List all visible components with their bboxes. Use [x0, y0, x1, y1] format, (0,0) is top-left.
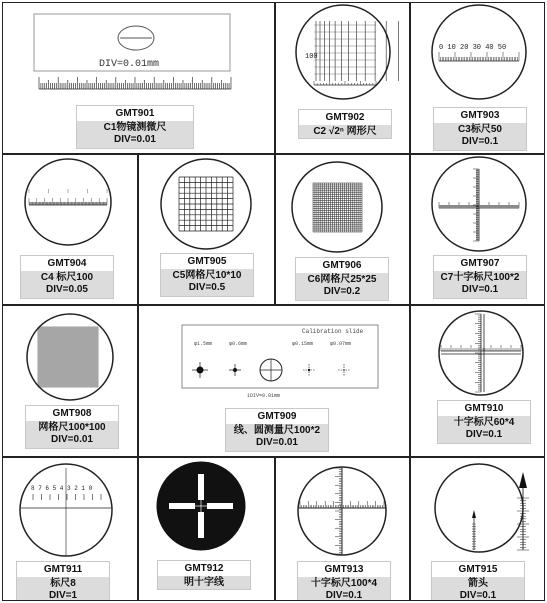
product-name: C3标尺50: [434, 123, 526, 137]
product-div: DIV=0.1: [298, 590, 390, 601]
micrometer-scale: [39, 77, 231, 89]
product-name: 网格尺100*100: [26, 421, 118, 435]
product-code: GMT910: [438, 401, 530, 416]
scale-100-figure: [3, 155, 137, 255]
grid-100-figure: [3, 306, 137, 406]
cross-arm-bottom: [198, 512, 204, 538]
grid-10-figure: [139, 155, 274, 255]
product-div: DIV=0.05: [21, 284, 113, 298]
bright-crosshair-figure: [139, 458, 274, 562]
product-code: GMT903: [434, 108, 526, 123]
label-gmt911: [16, 561, 110, 601]
product-card-gmt901: [2, 2, 275, 154]
product-card-gmt911: [2, 457, 138, 601]
product-card-gmt902: [275, 2, 410, 154]
product-code: GMT911: [17, 562, 109, 577]
product-card-gmt910: [410, 305, 545, 457]
arrow-head-large: [519, 472, 527, 488]
circle-label-2: φ0.6mm: [229, 341, 248, 347]
product-card-gmt912: [138, 457, 275, 601]
product-code: GMT909: [226, 409, 328, 424]
product-code: GMT908: [26, 406, 118, 421]
scale-numbers: 8 7 6 5 4 3 2 1 0: [31, 485, 93, 492]
product-code: GMT913: [298, 562, 390, 577]
product-div: DIV=0.1: [434, 136, 526, 150]
product-code: GMT912: [158, 561, 250, 576]
product-div: DIV=0.1: [434, 284, 526, 298]
label-gmt910: [437, 400, 531, 444]
label-gmt903: [433, 107, 527, 151]
label-gmt901: [76, 105, 194, 149]
calibration-footer: 1DIV=0.01mm: [247, 393, 281, 399]
product-card-gmt907: [410, 154, 545, 305]
label-gmt908: [25, 405, 119, 449]
product-code: GMT915: [432, 562, 524, 577]
cross-arm-left: [169, 503, 195, 509]
product-div: DIV=0.01: [226, 437, 328, 451]
product-div: DIV=0.5: [161, 282, 253, 296]
product-card-gmt903: [410, 2, 545, 154]
cross-scale-60-figure: [411, 306, 544, 406]
cross-arm-right: [207, 503, 233, 509]
product-code: GMT905: [161, 254, 253, 269]
product-div: DIV=0.01: [77, 134, 193, 148]
circle-label-1: φ1.5mm: [194, 341, 213, 347]
label-gmt915: [431, 561, 525, 601]
label-gmt913: [297, 561, 391, 601]
product-div: DIV=0.01: [26, 434, 118, 448]
product-name: 箭头: [432, 577, 524, 591]
cross-scale-100-figure: [411, 155, 544, 255]
product-code: GMT904: [21, 256, 113, 271]
root2-grid-figure: [276, 3, 409, 105]
product-code: GMT901: [77, 106, 193, 121]
product-card-gmt915: [410, 457, 545, 601]
product-name: 明十字线: [158, 576, 250, 590]
product-code: GMT907: [434, 256, 526, 271]
label-gmt912: [157, 560, 251, 590]
cross-arm-top: [198, 474, 204, 500]
product-name: C4 标尺100: [21, 271, 113, 285]
label-gmt906: [295, 257, 389, 301]
label-gmt909: [225, 408, 329, 452]
label-gmt904: [20, 255, 114, 299]
label-gmt905: [160, 253, 254, 297]
product-name: 十字标尺100*4: [298, 577, 390, 591]
product-name: C7十字标尺100*2: [434, 271, 526, 285]
calibration-title: Calibration slide: [302, 328, 364, 335]
product-card-gmt909: [138, 305, 410, 457]
label-gmt907: [433, 255, 527, 299]
stage-micrometer-figure: [3, 3, 274, 103]
cross-scale-100x4-figure: [276, 458, 409, 562]
product-name: 线、圆测量尺100*2: [226, 424, 328, 438]
product-card-gmt908: [2, 305, 138, 457]
circle-label-4: φ0.07mm: [330, 341, 352, 347]
scale-50-figure: [411, 3, 544, 103]
product-name: C1物镜测微尺: [77, 121, 193, 135]
product-card-gmt913: [275, 457, 410, 601]
product-code: GMT906: [296, 258, 388, 273]
product-div: DIV=0.1: [432, 590, 524, 601]
grid-25-figure: [276, 155, 409, 257]
product-div: DIV=0.2: [296, 286, 388, 300]
scale-numbers: 0 10 20 30 40 50: [439, 44, 507, 52]
product-name: 十字标尺60*4: [438, 416, 530, 430]
div-figure-label: DIV=0.01mm: [99, 59, 160, 70]
product-code: GMT902: [299, 110, 391, 125]
arrow-figure: [411, 458, 544, 562]
product-card-gmt906: [275, 154, 410, 305]
product-card-gmt904: [2, 154, 138, 305]
product-name: C2 √2ⁿ 网形尺: [299, 125, 391, 139]
product-name: 标尺8: [17, 577, 109, 591]
product-card-gmt905: [138, 154, 275, 305]
scale-8-figure: [3, 458, 137, 562]
calibration-slide-figure: [139, 306, 409, 406]
product-div: DIV=1: [17, 590, 109, 601]
product-div: DIV=0.1: [438, 429, 530, 443]
circle-label-3: φ0.15mm: [292, 341, 314, 347]
product-name: C5网格尺10*10: [161, 269, 253, 283]
side-label: 100: [305, 53, 318, 61]
label-gmt902: [298, 109, 392, 139]
product-name: C6网格尺25*25: [296, 273, 388, 287]
